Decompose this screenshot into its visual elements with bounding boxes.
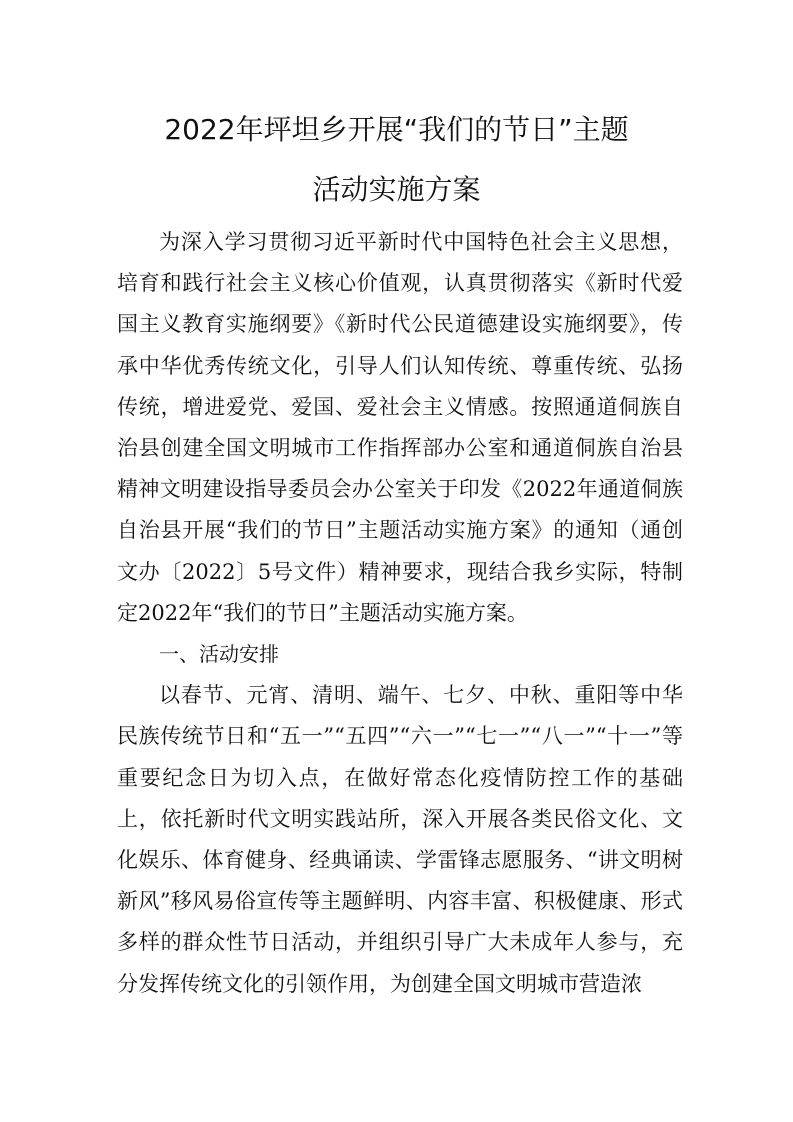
activity-arrangement-paragraph: 以春节、元宵、清明、端午、七夕、中秋、重阳等中华民族传统节日和“五一”“五四”“六一”“七一”“八一”“十一”等重要纪念日为切入点，在做好常态化疫情防控工作的基础上，依托新时代文明实践站所，深入开展各类民俗文化、文化娱乐、体育健身、经典诵读、学雷锋志愿服务、“讲文明树新风”移风易俗宣传等主题鲜明、内容丰富、积极健康、形式多样的群众性节日活动，并组织引导广大未成年人参与，充分发挥传统文化的引领作用，为创建全国文明城市营造浓 [117,683,683,996]
intro-paragraph: 为深入学习贯彻习近平新时代中国特色社会主义思想，培育和践行社会主义核心价值观，认真贯彻落实《新时代爱国主义教育实施纲要》《新时代公民道德建设实施纲要》，传承中华优秀传统文化，引导人们认知传统、尊重传统、弘扬传统，增进爱党、爱国、爱社会主义情感。按照通道侗族自治县创建全国文明城市工作指挥部办公室和通道侗族自治县精神文明建设指导委员会办公室关于印发《2022年通道侗族自治县开展“我们的节日”主题活动实施方案》的通知（通创文办〔2022〕5号文件）精神要求，现结合我乡实际，特制定2022年“我们的节日”主题活动实施方案。 [117,230,683,625]
document-title-line-1: 2022年坪坦乡开展“我们的节日”主题 [164,113,629,146]
document-title-line-2: 活动实施方案 [312,173,481,206]
section-heading-activity-arrangement: 一、活动安排 [159,642,279,667]
document-body [117,222,683,1005]
